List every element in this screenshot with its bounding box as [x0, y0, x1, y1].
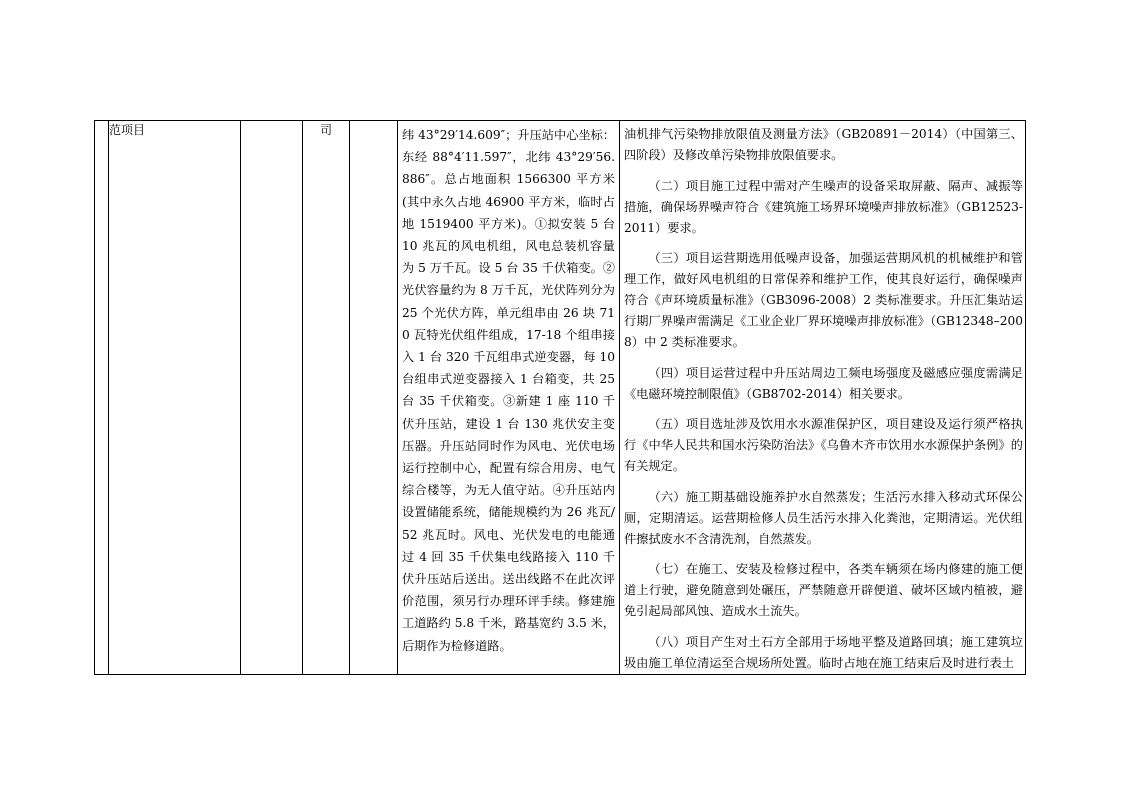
requirement-paragraph: （八）项目产生对土石方全部用于场地平整及道路回填；施工建筑垃圾由施工单位清运至合规场所处置。临时占地在施工结束后及时进行表土 — [624, 634, 1023, 670]
approval-table — [94, 120, 1026, 675]
requirement-paragraph: （二）项目施工过程中需对产生噪声的设备采取屏蔽、隔声、减振等措施，确保场界噪声符合《建筑施工场界环境噪声排放标准》（GB12523-2011）要求。 — [624, 178, 1023, 235]
table-cell-index — [95, 121, 109, 675]
table-cell-requirements — [620, 121, 1026, 675]
requirement-paragraph: 油机排气污染物排放限值及测量方法》（GB20891－2014）（中国第三、四阶段）及修改单污染物排放限值要求。 — [624, 127, 1023, 162]
table-row — [95, 121, 1026, 675]
table-cell-project-name — [109, 121, 241, 675]
requirement-paragraph: （七）在施工、安装及检修过程中，各类车辆须在场内修建的施工便道上行驶，避免随意到处碾压，严禁随意开辟便道、破坏区域内植被，避免引起局部风蚀、造成水土流失。 — [624, 562, 1023, 618]
requirement-paragraph: （三）项目运营期选用低噪声设备，加强运营期风机的机械维护和管理工作，做好风电机组的日常保养和维护工作，使其良好运行，确保噪声符合《声环境质量标准》（GB3096-2008）2 类标准要求。升压汇集站运行期厂界噪声需满足《工业企业厂界环境噪声排放标准》（GB12348–2008）中 2 类标准要求。 — [624, 251, 1023, 349]
table-cell-empty — [350, 121, 398, 675]
project-name-fragment: 范项目 — [109, 123, 146, 137]
requirement-paragraph: （四）项目运营过程中升压站周边工频电场强度及磁感应强度需满足《电磁环境控制限值》（GB8702-2014）相关要求。 — [624, 365, 1023, 401]
requirement-paragraph: （五）项目选址涉及饮用水水源准保护区，项目建设及运行须严格执行《中华人民共和国水污染防治法》《乌鲁木齐市饮用水水源保护条例》的有关规定。 — [624, 417, 1023, 473]
table-cell-project-description — [398, 121, 620, 675]
table-cell-company — [303, 121, 350, 675]
requirement-paragraph: （六）施工期基础设施养护水自然蒸发；生活污水排入移动式环保公厕，定期清运。运营期检修人员生活污水排入化粪池，定期清运。光伏组件擦拭废水不含清洗剂，自然蒸发。 — [624, 489, 1023, 546]
company-fragment: 司 — [319, 123, 332, 137]
table-cell-empty — [241, 121, 303, 675]
project-description-text: 纬 43°29′14.609″；升压站中心坐标：东经 88°4′11.597″，北纬 43°29′56.886″。总占地面积 1566300 平方米(其中永久占地 46900 平方米，临时占地 1519400 平方米)。①拟安装 5 台 10 兆瓦的风电机组，风电总装机容量为 5 万千瓦。设 5 台 35 千伏箱变。②光伏容量约为 8 万千瓦，光伏阵列分为 25 个光伏方阵，单元组串由 26 块 710 瓦特光伏组件组成，17-18 个组串接入 1 台 320 千瓦组串式逆变器，每 10 台组串式逆变器接入 1 台箱变，共 25 台 35 千伏箱变。③新建 1 座 110 千伏升压站，建设 1 台 130 兆伏安主变压器。升压站同时作为风电、光伏电场运行控制中心，配置有综合用房、电气综合楼等，为无人值守站。④升压站内设置储能系统，储能规模约为 26 兆瓦/52 兆瓦时。风电、光伏发电的电能通过 4 回 35 千伏集电线路接入 110 千伏升压站后送出。送出线路不在此次评价范围，须另行办理环评手续。修建施工道路约 5.8 千米，路基宽约 3.5 米，后期作为检修道路。 — [402, 128, 615, 653]
